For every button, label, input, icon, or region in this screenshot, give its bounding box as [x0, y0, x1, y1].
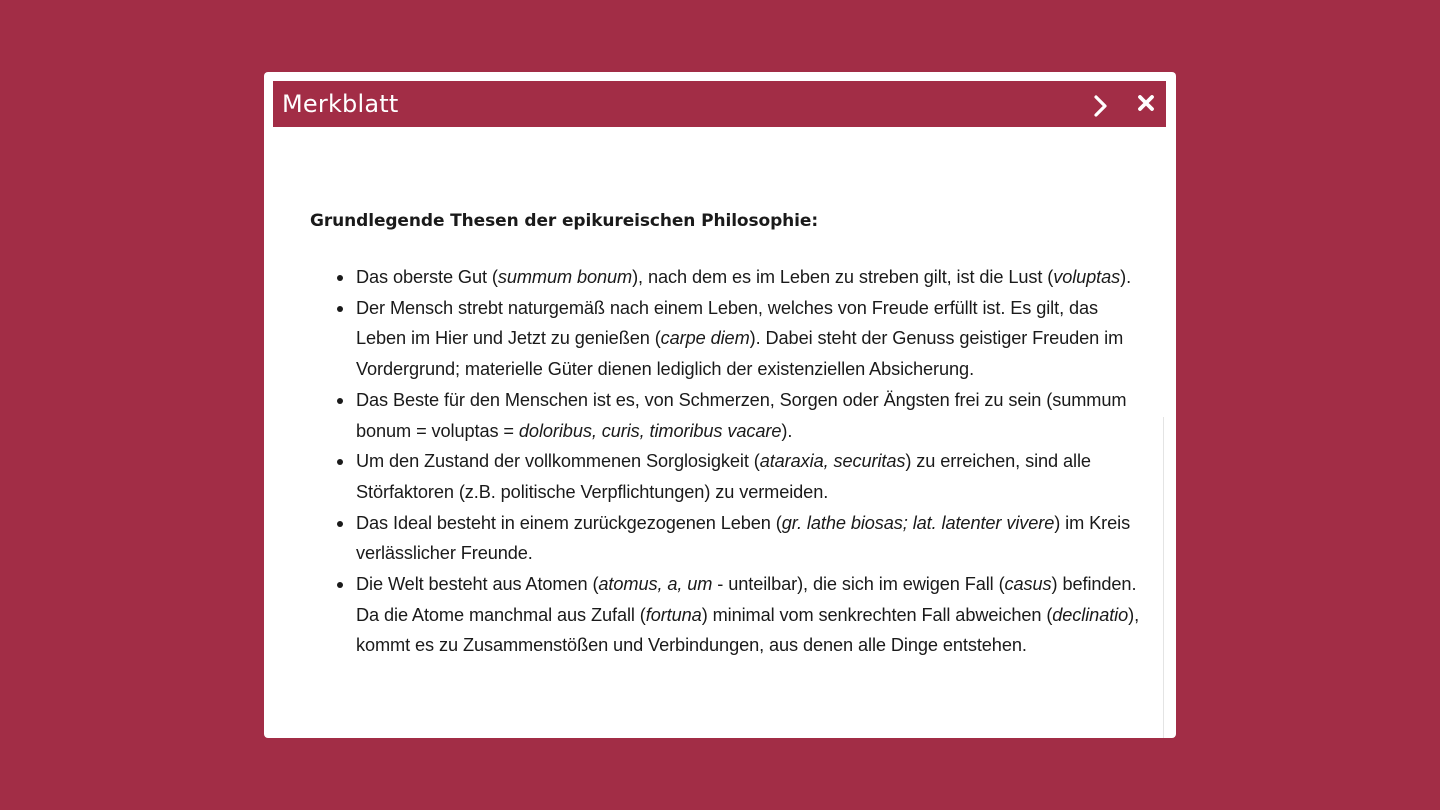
thesis-item — [310, 508, 1140, 569]
latin-term: summum bonum — [497, 267, 633, 287]
thesis-text: Das oberste Gut ( — [356, 267, 498, 287]
thesis-text: ) befinden. Da die Atome manchmal aus Zufall ( — [356, 574, 1137, 625]
dialog-title: Merkblatt — [282, 90, 399, 118]
bullet-icon — [337, 306, 343, 312]
bullet-icon — [337, 582, 343, 588]
thesis-text: ). Dabei steht der Genuss geistiger Freuden im Vordergrund; materielle Güter dienen lediglich der existenziellen Absicherung. — [356, 328, 1124, 380]
bullet-icon — [337, 459, 343, 465]
thesis-item — [310, 569, 1140, 661]
thesis-text: Das Ideal besteht in einem zurückgezogenen Leben ( — [356, 512, 782, 533]
thesis-text: Der Mensch strebt naturgemäß nach einem Leben, welches von Freude erfüllt ist. Es gilt, das Leben im Hier und Jetzt zu genießen ( — [356, 297, 1099, 349]
bullet-icon — [337, 275, 343, 281]
thesis-item — [310, 262, 1140, 293]
bullet-icon — [337, 398, 343, 404]
latin-term: fortuna — [645, 604, 702, 625]
latin-term: voluptas — [1053, 267, 1121, 287]
thesis-text: Um den Zustand der vollkommenen Sorglosigkeit ( — [356, 451, 760, 472]
thesis-text: ), kommt es zu Zusammenstößen und Verbindungen, aus denen alle Dinge entstehen. — [356, 604, 1140, 656]
bullet-icon — [337, 521, 343, 527]
close-icon — [1134, 91, 1158, 115]
latin-term: casus — [1004, 574, 1052, 595]
thesis-text: Das Beste für den Menschen ist es, von Schmerzen, Sorgen oder Ängsten frei zu sein (summum bonum = voluptas = — [356, 389, 1127, 441]
close-button[interactable] — [1134, 91, 1158, 115]
thesis-item — [310, 385, 1140, 446]
latin-term: doloribus, curis, timoribus vacare — [518, 420, 782, 441]
latin-term: declinatio — [1052, 604, 1129, 625]
thesis-text: ) im Kreis verlässlicher Freunde. — [356, 512, 1131, 564]
latin-term: gr. lathe biosas; lat. latenter vivere — [781, 512, 1055, 533]
thesis-text: ) minimal vom senkrechten Fall abweichen ( — [701, 604, 1053, 625]
thesis-text: ), nach dem es im Leben zu streben gilt, ist die Lust ( — [632, 267, 1054, 287]
merkblatt-dialog — [264, 72, 1176, 738]
thesis-text: ) zu erreichen, sind alle Störfaktoren (z.B. politische Verpflichtungen) zu vermeiden. — [356, 451, 1091, 502]
thesis-text: - unteilbar), die sich im ewigen Fall ( — [712, 574, 1005, 595]
thesis-text: Die Welt besteht aus Atomen ( — [356, 574, 599, 595]
dialog-content — [310, 210, 1140, 661]
latin-term: ataraxia, securitas — [759, 451, 906, 472]
thesis-text: ). — [1120, 267, 1132, 287]
chevron-right-icon — [1085, 91, 1115, 121]
latin-term: carpe diem — [660, 328, 750, 349]
thesis-item — [310, 293, 1140, 385]
thesis-item — [310, 446, 1140, 507]
latin-term: atomus, a, um — [598, 574, 713, 595]
theses-list — [310, 262, 1140, 661]
dialog-header — [273, 81, 1166, 127]
content-heading: Grundlegende Thesen der epikureischen Philosophie: — [310, 211, 819, 231]
thesis-text: ). — [781, 420, 793, 441]
next-button[interactable] — [1085, 91, 1115, 121]
